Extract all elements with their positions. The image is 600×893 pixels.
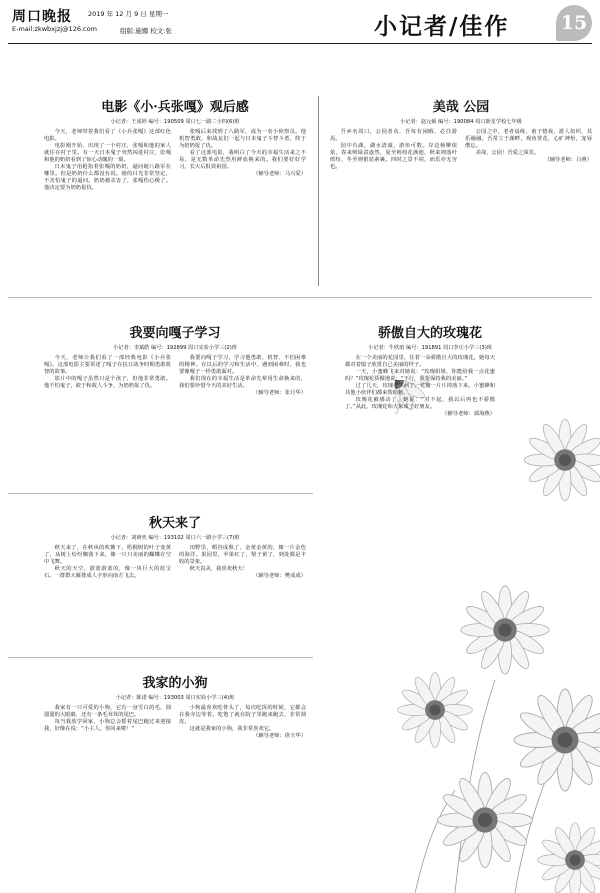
teacher-credit: （辅导老师：樊成成） xyxy=(253,573,306,579)
article-body xyxy=(330,129,592,171)
contact-email: E-mail:zkwbxjzj@126.com xyxy=(12,25,97,33)
article-proud-rose xyxy=(345,322,515,418)
article-byline: 小记者：李斌皓 编号：192899 周口实验小学三(2)班 xyxy=(113,345,237,351)
issue-date: 2019 年 12 月 9 日 星期一 xyxy=(88,10,169,18)
paragraph: 影片中的嘎子虽然只是个孩子，但他非常勇敢。他不怕鬼子，敢于和敌人斗争，为奶奶报了仇。 xyxy=(44,376,171,389)
daisy-flower-illustration xyxy=(395,380,600,893)
article-body xyxy=(44,129,306,192)
paragraph: 这就是我家的小狗，我非常喜欢它。 xyxy=(189,726,275,732)
article-byline: 小记者：赵元硕 编号：190084 周口新星学校七年级 xyxy=(400,119,522,125)
paragraph: 园中有湖，湖水清澈，游鱼可数。岸边杨柳依依，春来则绿意盎然，夏至则荷花满池，秋来则落叶缤纷，冬至则银装素裹。四时之景不同，而乐亦无穷也。 xyxy=(330,143,457,170)
paragraph: 在一个美丽的花园里，住着一朵骄傲自大的玫瑰花。她每天都对着镜子欣赏自己美丽的样子。 xyxy=(345,355,495,368)
section-title: 小记者/佳作 xyxy=(374,13,510,40)
teacher-credit: （辅导老师：郭海燕） xyxy=(442,411,495,417)
paragraph: 玫瑰花被感动了，她说：“对不起，我以后再也不骄傲了。”从此，玫瑰花和大家成了好朋友。 xyxy=(345,397,495,410)
article-title: 秋天来了 xyxy=(148,516,201,531)
paragraph: 今天，老师带着我们看了《小兵张嘎》这部红色电影。 xyxy=(44,129,171,142)
paragraph: 我要向嘎子学习，学习他勇敢、机智、不怕困难的精神。在以后的学习和生活中，遇到困难时，我也要像嘎子一样勇敢面对。 xyxy=(179,355,306,375)
paragraph: 秋天真美，我喜欢秋天！ xyxy=(189,566,248,572)
section-rule xyxy=(8,297,592,298)
article-byline: 小记者：王成婷 编号：190509 周口七一路二小四(6)班 xyxy=(110,119,240,125)
section-rule xyxy=(8,657,313,658)
article-my-dog xyxy=(44,672,306,740)
paragraph: 我家有一只可爱的小狗，它有一身雪白的毛，圆溜溜的大眼睛，还有一条毛茸茸的尾巴。 xyxy=(44,705,171,718)
paragraph: 今天，老师让我们看了一部经典电影《小兵张嘎》。这部电影主要讲述了嘎子在抗日战争时期勇敢机智的故事。 xyxy=(44,355,171,375)
paragraph: 秋天来了，在秋风的吹拂下，梧桐树的叶子变黄了，从树上纷纷飘落下来，像一只只美丽的蝴蝶在空中飞舞。 xyxy=(44,545,171,565)
article-byline: 小记者：陈诺 编号：193003 周口实验小学三(4)班 xyxy=(115,695,235,701)
article-title: 我要向嘎子学习 xyxy=(129,326,221,341)
article-title: 骄傲自大的玫瑰花 xyxy=(377,326,482,341)
paragraph: 张嘎后来找到了八路军，成为一名小侦察员。他机智勇敢，和战友们一起与日本鬼子斗智斗勇，终于为奶奶报了仇。 xyxy=(179,129,306,149)
teacher-credit: （辅导老师：徐玉华） xyxy=(253,733,306,739)
article-byline: 小记者：牛欣雨 编号：191891 周口李庄小学三(3)班 xyxy=(368,345,492,351)
article-title: 美哉 公园 xyxy=(432,100,490,115)
header-rule xyxy=(8,43,592,44)
teacher-credit: （辅导老师：马兴爱） xyxy=(253,171,306,177)
paragraph: 小狗最喜欢吃骨头了，每次吃饭的时候，它都会在我旁边等着。吃饱了就在院子里跑来跑去，非常调皮。 xyxy=(179,705,306,725)
article-movie-review xyxy=(44,96,306,192)
paragraph: 秋天的天空，蔚蓝蔚蓝的，像一块巨大的蓝宝石。一群群大雁排成人字形向南方飞去。 xyxy=(44,566,171,579)
paragraph: 吾乡名周口，公园者众，吾每有闲暇，必往游焉。 xyxy=(330,129,457,142)
article-byline: 小记者：刘研奕 编号：193102 周口六一路小学三(7)班 xyxy=(110,535,240,541)
article-body xyxy=(44,355,306,397)
paragraph: 日本鬼子用枪指着张嘎的奶奶，逼问她八路军在哪里。但是奶奶什么都没有说。她的目光非常坚定，不害怕鬼子的逼问。奶奶被杀害了，张嘎伤心极了。他决定要为奶奶报仇。 xyxy=(44,164,171,191)
paragraph: 美哉，公园！吾爱之深矣。 xyxy=(475,150,540,156)
paragraph: 看了这部电影，我明白了今天的幸福生活来之不易，是无数革命先烈用鲜血换来的。我们要好好学习，长大后报效祖国。 xyxy=(179,150,306,170)
teacher-credit: （辅导老师：吕燕） xyxy=(544,157,592,163)
article-title: 电影《小·兵张嘎》观后感 xyxy=(101,100,249,115)
column-divider xyxy=(318,96,319,286)
paragraph: 过了几天，玫瑰花生病了，花瓣一片片掉落下来。小蜜蜂和其他小伙伴们都来帮助她。 xyxy=(345,383,495,396)
article-learn-from-gazi xyxy=(44,322,306,397)
article-body xyxy=(44,545,306,580)
article-park xyxy=(330,96,592,171)
paragraph: 一天，小蜜蜂飞来对她说：“玫瑰姐姐，你能给我一点花蜜吗？”玫瑰花骄傲地说：“不行，我要保持我的美丽。” xyxy=(345,369,495,382)
teacher-credit: （辅导老师：张月华） xyxy=(253,390,306,396)
page-number-badge: 15 xyxy=(556,5,592,41)
article-body xyxy=(345,355,495,418)
section-rule xyxy=(8,493,313,494)
paragraph: 电影刚开始，出现了一个村庄，张嘎和他的家人就住在村子里。有一天日本鬼子突然闯进村庄，张嘎和他的奶奶看到了惊心动魄的一幕。 xyxy=(44,143,171,163)
paragraph: 我们现在的幸福生活是革命先辈用生命换来的，我们要珍惜今天的美好生活。 xyxy=(179,376,306,389)
paragraph: 公园之中，老者晨练，童子嬉戏，游人如织，其乐融融。吾常立于湖畔，观鱼赏花，心旷神怡，宠辱偕忘。 xyxy=(465,129,592,149)
article-autumn xyxy=(44,512,306,580)
paragraph: 田野里，稻谷成熟了，金黄金黄的，像一片金色的海洋。果园里，苹果红了，梨子黄了，到处都是丰收的景象。 xyxy=(179,545,306,565)
newspaper-logo: 周口晚报 xyxy=(12,9,72,25)
article-title: 我家的小狗 xyxy=(142,676,208,691)
paragraph: 每当我放学回家，小狗总会摇着尾巴跑过来迎接我，好像在说：“小主人，你回来啦！” xyxy=(44,719,171,732)
article-body xyxy=(44,705,306,740)
editor-credit: 组版:施娜 校文:张 xyxy=(120,27,172,35)
